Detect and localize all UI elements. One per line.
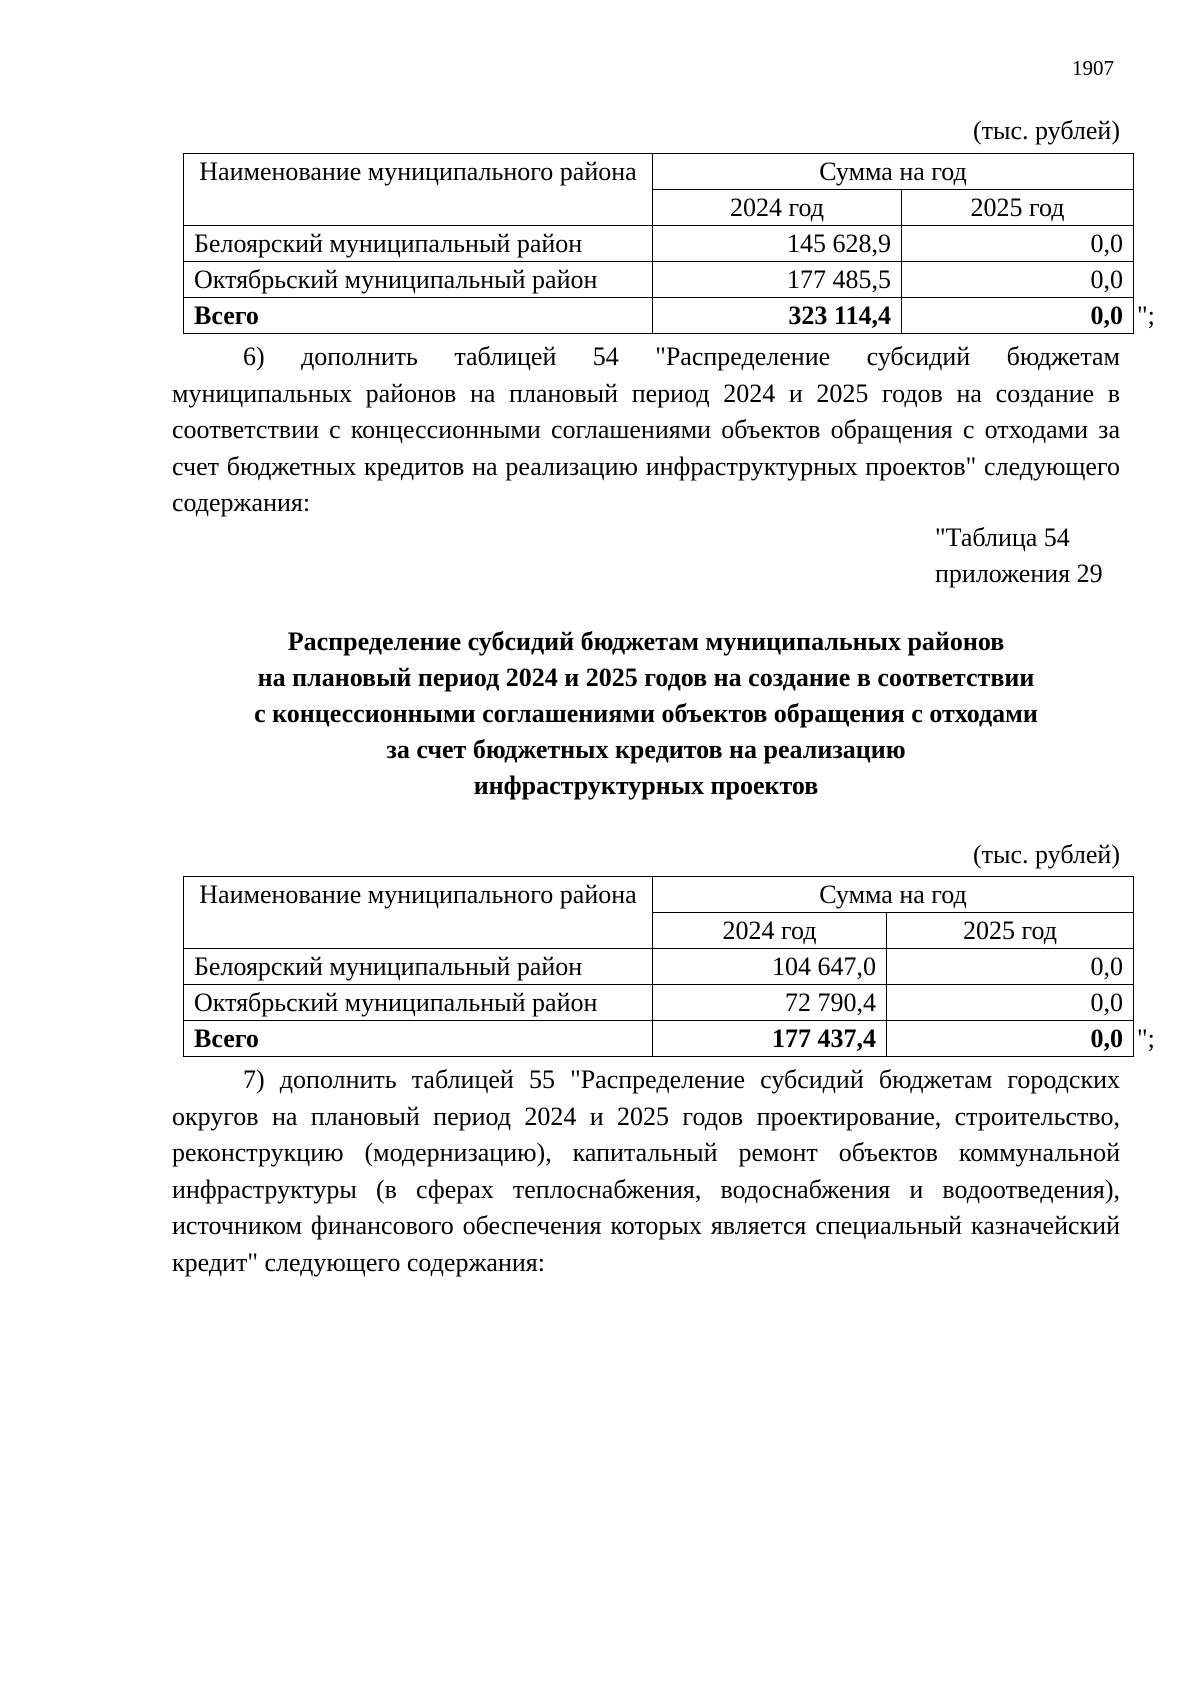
table-title (172, 624, 1120, 804)
table1-row1-2025: 0,0 (902, 226, 1134, 262)
table1-row2-2024: 177 485,5 (653, 262, 902, 298)
table-reference-line2: приложения 29 (935, 559, 1103, 588)
table2-row1-2024: 104 647,0 (653, 949, 887, 985)
table2-row2-name: Октябрьский муниципальный район (184, 985, 653, 1021)
table2-closing-quote: "; (1137, 1024, 1155, 1053)
paragraph-6: 6) дополнить таблицей 54 "Распределение субсидий бюджетам муниципальных районов на плановый период 2024 и 2025 годов на создание в соответствии с концессионными соглашениями объектов обращения с отходами за счет бюджетных кредитов на реализацию инфраструктурных проектов" следующего содержания: (172, 342, 1120, 517)
table2-total-2024: 177 437,4 (653, 1021, 887, 1057)
table1-header-row (184, 154, 1134, 190)
table2-header-name: Наименование муниципального района (184, 877, 653, 949)
table2-total-name: Всего (184, 1021, 653, 1057)
table2-row2-2024: 72 790,4 (653, 985, 887, 1021)
table1-header-2025: 2025 год (902, 190, 1134, 226)
table2-row2-2025: 0,0 (887, 985, 1134, 1021)
table2-header-sum: Сумма на год (653, 877, 1134, 913)
table2 (183, 876, 1134, 1057)
title-line3: с концессионными соглашениями объектов обращения с отходами (254, 699, 1038, 728)
title-line1: Распределение субсидий бюджетам муниципальных районов (287, 627, 1005, 656)
page-number: 1907 (1072, 56, 1114, 80)
table1-row2-2025: 0,0 (902, 262, 1134, 298)
table2-row1-name: Белоярский муниципальный район (184, 949, 653, 985)
table1-row2-name: Октябрьский муниципальный район (184, 262, 653, 298)
table1-header-2024: 2024 год (653, 190, 902, 226)
table1-closing-quote: "; (1137, 301, 1155, 330)
title-line5: инфраструктурных проектов (473, 771, 819, 800)
table2-units: (тыс. рублей) (972, 840, 1120, 869)
table2-header-2024: 2024 год (653, 913, 887, 949)
title-line2: на плановый период 2024 и 2025 годов на создание в соответствии (257, 663, 1035, 692)
table-row (184, 985, 1134, 1021)
table2-total-row (184, 1021, 1134, 1057)
table1-units: (тыс. рублей) (972, 116, 1120, 145)
title-line4: за счет бюджетных кредитов на реализацию (386, 735, 906, 764)
table1-total-row (184, 298, 1134, 334)
table-reference-line1: "Таблица 54 (935, 523, 1070, 552)
table1-header-name: Наименование муниципального района (184, 154, 653, 226)
table-row (184, 262, 1134, 298)
table-row (184, 226, 1134, 262)
table1-total-2024: 323 114,4 (653, 298, 902, 334)
table2-header-2025: 2025 год (887, 913, 1134, 949)
table2-row1-2025: 0,0 (887, 949, 1134, 985)
table1 (183, 153, 1134, 334)
table1-total-2025: 0,0 (902, 298, 1134, 334)
table1-row1-name: Белоярский муниципальный район (184, 226, 653, 262)
table2-header-row (184, 877, 1134, 913)
paragraph-7: 7) дополнить таблицей 55 "Распределение субсидий бюджетам городских округов на плановый период 2024 и 2025 годов проектирование, строительство, реконструкцию (модернизацию), капитальный ремонт объектов коммунальной инфраструктуры (в сферах теплоснабжения, водоснабжения и водоотведения), источником финансового обеспечения которых является специальный казначейский кредит" следующего содержания: (172, 1065, 1120, 1277)
table-reference (935, 520, 1103, 592)
table1-row1-2024: 145 628,9 (653, 226, 902, 262)
table1-total-name: Всего (184, 298, 653, 334)
table-row (184, 949, 1134, 985)
table1-header-sum: Сумма на год (653, 154, 1134, 190)
table2-total-2025: 0,0 (887, 1021, 1134, 1057)
